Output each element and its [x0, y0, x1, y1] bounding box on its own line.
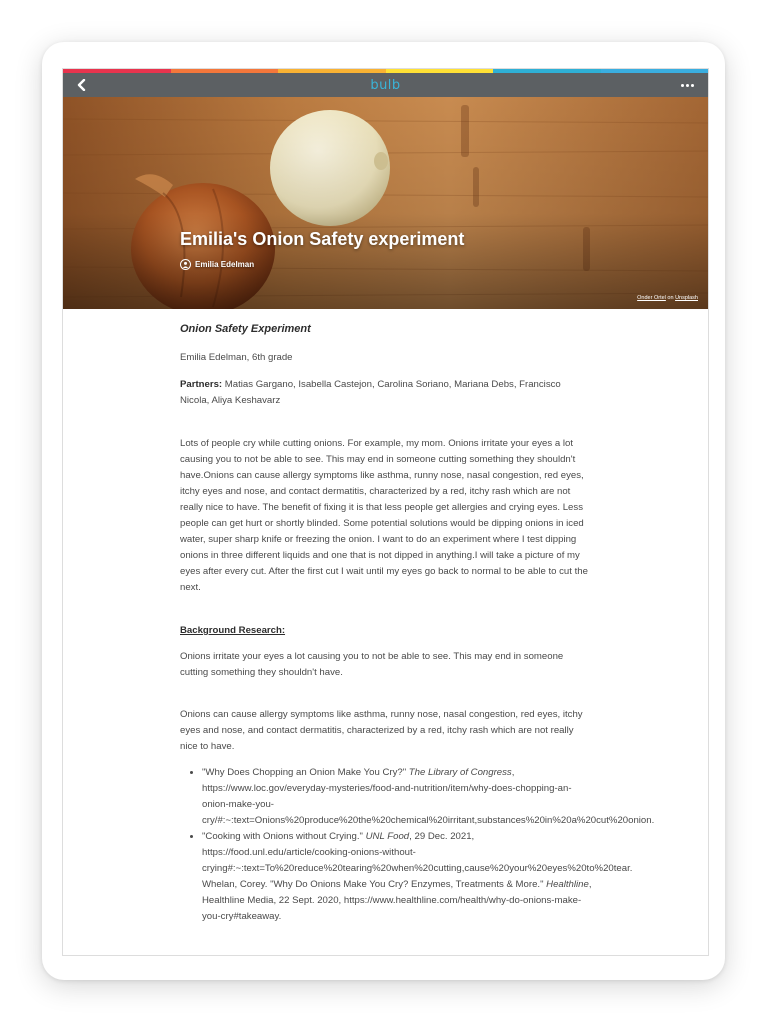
tablet-frame	[42, 42, 725, 980]
credit-site-link[interactable]: Unsplash	[675, 295, 698, 301]
hero-banner	[63, 97, 708, 309]
author-name: Emilia Edelman	[195, 260, 255, 269]
more-options-button[interactable]	[681, 73, 694, 97]
top-bar	[63, 73, 708, 97]
background-paragraph-2: Onions can cause allergy symptoms like asthma, runny nose, nasal congestion, red eyes, itchy eyes and nose, and contact dermatitis, characterized by a red, itchy rash which are not really nice to have.	[180, 709, 583, 752]
reference-link: , https://www.loc.gov/everyday-mysteries/food-and-nutrition/item/why-does-chopping-an-onion-make-you-cry/#:~:text=Onions%20produce%20the%20chemical%20irritant,substances%20in%20a%20cut%20onion.	[202, 767, 655, 826]
intro-paragraph: Lots of people cry while cutting onions. For example, my mom. Onions irritate your eyes a lot causing you to not be able to see. This may end in someone cutting something they shouldn't have.Onions can cause allergy symptoms like asthma, runny nose, nasal congestion, red eyes, itchy eyes and nose, and contact dermatitis, characterized by a red, itchy rash which are not really nice to have. The benefit of fixing it is that less people get allergies and crying eyes. Less people can get hurt or shortly blinded. Some potential solutions would be dipping onions in iced water, super sharp knife or freezing the onion. I want to do an experiment where I test dipping onions in three different liquids and one that is not dipped in anything.I will take a picture of my eyes after every cut. After the first cut I wait until my eyes go back to normal to be able to cut the next.	[180, 438, 588, 593]
back-button[interactable]	[73, 73, 89, 97]
user-icon	[182, 261, 189, 268]
partners-label: Partners:	[180, 379, 223, 390]
reference-source: Healthline	[546, 879, 589, 890]
byline: Emilia Edelman, 6th grade	[180, 352, 293, 363]
references-list	[180, 765, 655, 925]
partners-paragraph	[180, 377, 592, 409]
photo-credit	[637, 295, 698, 301]
reference-text: "Cooking with Onions without Crying."	[202, 831, 366, 842]
more-dot-icon	[691, 84, 694, 87]
reference-link: , Healthline Media, 22 Sept. 2020, https://www.healthline.com/health/why-do-onions-make-you-cry#takeaway.	[202, 879, 592, 922]
brand-logo[interactable]: bulb	[370, 77, 401, 93]
credit-author-link[interactable]: Onder Ortel	[637, 295, 666, 301]
credit-on-text: on	[667, 295, 674, 301]
avatar	[180, 259, 191, 270]
background-heading: Background Research:	[180, 625, 286, 636]
hero-image	[63, 97, 708, 309]
reference-link: , 29 Dec. 2021, https://food.unl.edu/article/cooking-onions-without-crying#:~:text=To%20reduce%20tearing%20when%20cutting,cause%20your%20eyes%20to%20tear. Whelan, Corey. "Why Do Onions Make You Cry? Enzymes, Treatments & More."	[202, 831, 633, 890]
document-title: Onion Safety Experiment	[180, 323, 311, 335]
more-dot-icon	[681, 84, 684, 87]
app-screen	[62, 68, 709, 956]
reference-source: The Library of Congress	[408, 767, 512, 778]
reference-text: "Why Does Chopping an Onion Make You Cry?"	[202, 767, 409, 778]
list-item	[202, 829, 633, 925]
post-title: Emilia's Onion Safety experiment	[180, 229, 465, 249]
background-paragraph-1: Onions irritate your eyes a lot causing you to not be able to see. This may end in someone cutting something they shouldn't have.	[180, 651, 564, 678]
more-dot-icon	[686, 84, 689, 87]
reference-source: UNL Food	[365, 831, 410, 842]
partners-text: Matias Gargano, Isabella Castejon, Carolina Soriano, Mariana Debs, Francisco Nicola, Aliya Keshavarz	[180, 379, 561, 406]
post-content	[180, 321, 655, 925]
post-author[interactable]	[180, 259, 254, 270]
list-item	[202, 765, 655, 829]
chevron-left-icon	[77, 79, 86, 91]
